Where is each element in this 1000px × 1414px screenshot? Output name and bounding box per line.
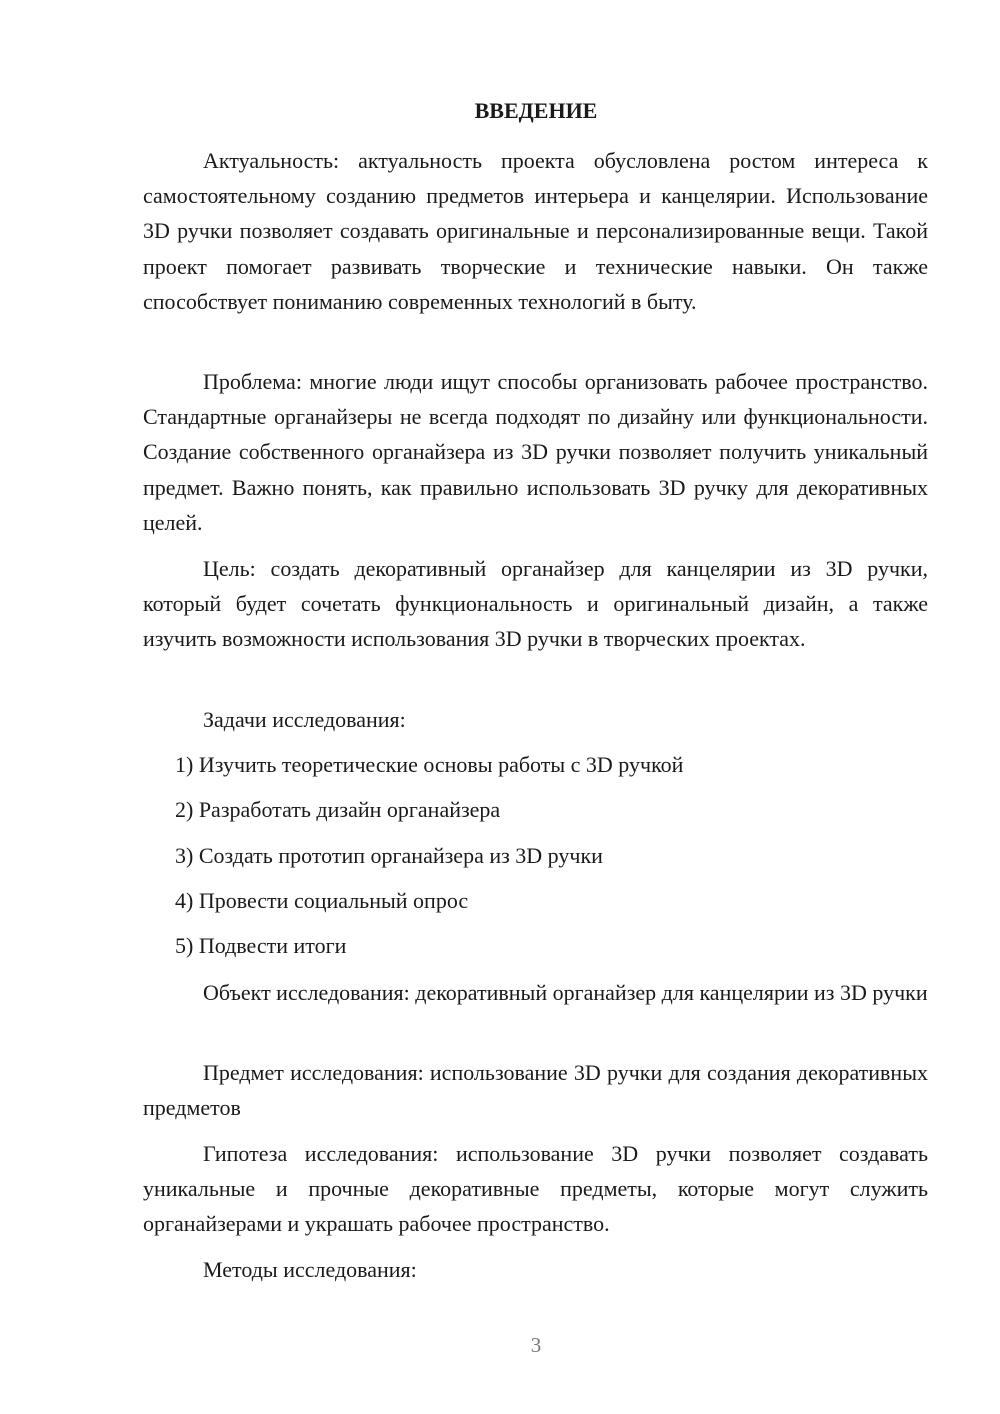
page-title: ВВЕДЕНИЕ [474,98,598,123]
relevance-paragraph: Актуальность: актуальность проекта обусловлена ростом интереса к самостоятельному созданию предметов интерьера и канцелярии. Использование 3D ручки позволяет создавать оригинальные и персонализированные вещи. Такой проект помогает развивать творческие и технические навыки. Он также способствует пониманию современных технологий в быту. [143,148,928,314]
problem-paragraph: Проблема: многие люди ищут способы организовать рабочее пространство. Стандартные органайзеры не всегда подходят по дизайну или функциональности. Создание собственного органайзера из 3D ручки позволяет получить уникальный предмет. Важно понять, как правильно использовать 3D ручку для декоративных целей. [143,369,928,535]
task-item-2: 2) Разработать дизайн органайзера [175,797,501,822]
task-item-3: 3) Создать прототип органайзера из 3D ручки [175,843,603,868]
task-item-4: 4) Провести социальный опрос [175,888,469,913]
subject-paragraph: Предмет исследования: использование 3D ручки для создания декоративных предметов [143,1060,928,1121]
task-item-1: 1) Изучить теоретические основы работы с 3D ручкой [175,752,684,777]
methods-heading: Методы исследования: [203,1257,417,1282]
object-paragraph: Объект исследования: декоративный органайзер для канцелярии из 3D ручки [203,980,928,1005]
hypothesis-paragraph: Гипотеза исследования: использование 3D ручки позволяет создавать уникальные и прочные декоративные предметы, которые могут служить органайзерами и украшать рабочее пространство. [143,1141,928,1237]
goal-paragraph: Цель: создать декоративный органайзер для канцелярии из 3D ручки, который будет сочетать функциональность и оригинальный дизайн, а также изучить возможности использования 3D ручки в творческих проектах. [143,556,928,652]
tasks-heading: Задачи исследования: [203,707,406,732]
task-item-5: 5) Подвести итоги [175,933,347,958]
page-number: 3 [530,1333,542,1357]
